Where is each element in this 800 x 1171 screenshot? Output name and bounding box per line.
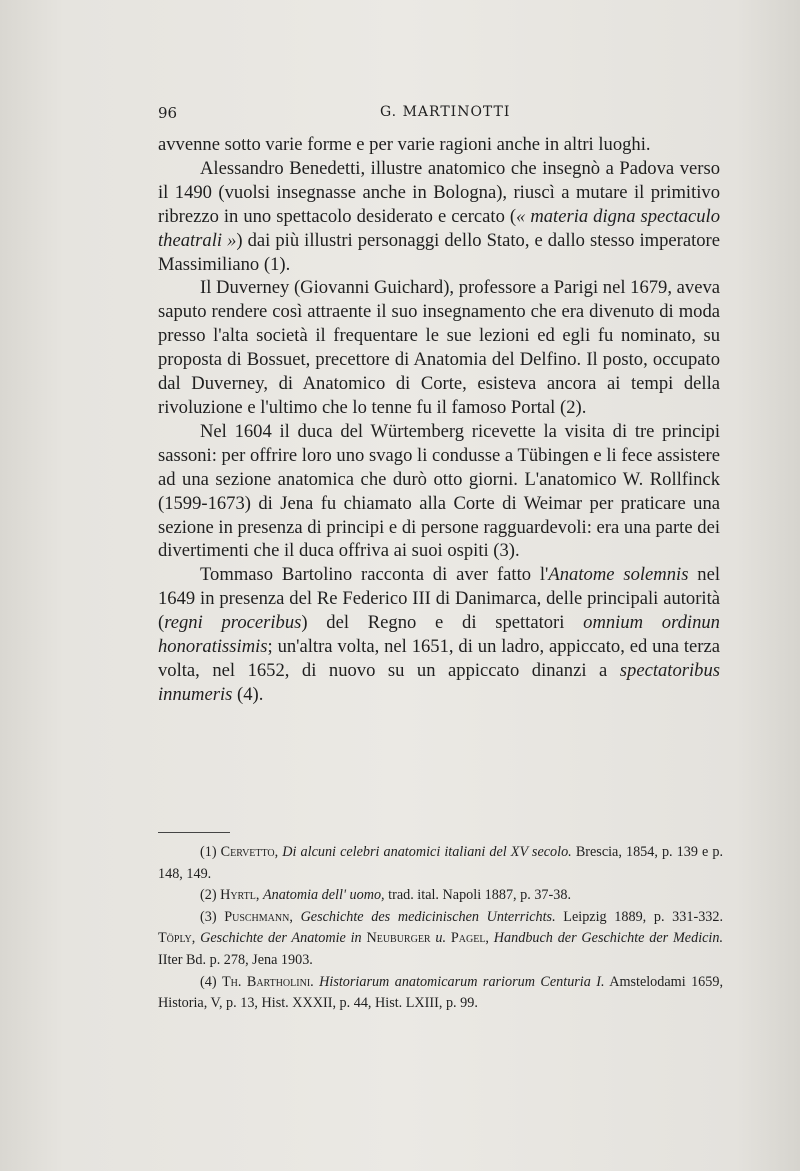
footnote-title: Handbuch der Geschichte der Medicin. bbox=[493, 930, 724, 947]
page-number: 96 bbox=[158, 104, 178, 122]
footnote-text: Brescia, 1854, p. 139 e p. 148, 149. bbox=[158, 844, 724, 882]
paragraph bbox=[158, 157, 720, 277]
footnote-author: Hyrtl, bbox=[220, 887, 260, 904]
footnote-conjunction: u. bbox=[435, 930, 447, 947]
footnote-text: trad. ital. Napoli 1887, p. 37-38. bbox=[388, 887, 571, 904]
text-run: . bbox=[581, 396, 587, 418]
text-run: Il Duverney (Giovanni Guichard), professore a Parigi nel 1679, aveva saputo rendere così attraente il suo insegnamento che era divenuto di moda presso l'alta società il frequentare le sue lezioni ed egli fu nominato, su proposta di Bossuet, precettore di Anatomia del Delfino. Il posto, occupato dal Duverney, di Anatomico di Corte, esisteva ancora ai tempi della rivoluzione e l'ultimo che lo tenne fu il famoso Portal bbox=[158, 277, 720, 418]
text-run: ; un'altra volta, nel 1651, di un ladro, appiccato, ed una terza volta, nel 1652, di nuovo su un appiccato dinanzi a bbox=[158, 636, 720, 681]
footnote-text: IIter Bd. p. 278, Jena 1903. bbox=[158, 951, 313, 968]
footnote-mark: (1) bbox=[200, 844, 217, 860]
paragraph bbox=[158, 563, 720, 706]
footnote-author: Puschmann, bbox=[224, 908, 293, 925]
body-text bbox=[158, 133, 720, 707]
footnote-author: Töply, bbox=[158, 930, 196, 947]
text-run: ) del Regno e di spettatori bbox=[301, 612, 584, 634]
footnote-title: Historiarum anatomicarum rariorum Centuria I. bbox=[319, 973, 605, 990]
footnote-title: Geschichte der Anatomie in bbox=[200, 930, 362, 947]
footnote-divider bbox=[158, 832, 230, 833]
text-run: Tommaso Bartolino racconta di aver fatto l' bbox=[200, 564, 549, 586]
text-run: . bbox=[258, 683, 264, 705]
latin-quote: « materia digna spectaculo theatrali » bbox=[158, 205, 721, 251]
footnote-title: Anatomia dell' uomo, bbox=[262, 887, 385, 904]
footnote-ref: (1) bbox=[263, 253, 286, 275]
page-header bbox=[158, 100, 720, 126]
text-run: . bbox=[285, 253, 291, 275]
text-run: nel 1649 in presenza del Re Federico III di Danimarca, delle principali autorità ( bbox=[158, 564, 721, 634]
footnote-author: Neuburger bbox=[366, 930, 431, 947]
italic-term: spectatoribus innumeris bbox=[158, 659, 720, 705]
running-head: G. MARTINOTTI bbox=[380, 104, 511, 120]
footnote-title: Di alcuni celebri anatomici italiani del XV secolo. bbox=[282, 844, 572, 860]
footnote-author: Th. Bartholini. bbox=[221, 973, 314, 990]
footnotes bbox=[158, 842, 723, 1015]
text-run: . bbox=[514, 540, 520, 562]
text-run: ) dai più illustri personaggi dello Stato, e dallo stesso imperatore Massimiliano bbox=[158, 229, 720, 275]
text-run: Nel 1604 il duca del Würtemberg ricevette la visita di tre principi sassoni: per offrire loro uno svago li condusse a Tübingen e li fece assistere ad una sezione anatomica che durò otto giorni. L'anatomico W. Rollfinck (1599-1673) di Jena fu chiamato alla Corte di Weimar per praticare una sezione in presenza di principi e di persone ragguardevoli: era una parte dei divertimenti che il duca offriva ai suoi ospiti bbox=[158, 420, 720, 562]
footnote-mark: (3) bbox=[200, 908, 217, 925]
footnote-mark: (2) bbox=[200, 887, 217, 904]
footnote-ref: (3) bbox=[493, 540, 515, 562]
footnote-text: Leipzig 1889, p. 331-332. bbox=[563, 908, 724, 925]
italic-term: omnium ordinun honoratissimis bbox=[158, 612, 720, 658]
footnote-author: Cervetto, bbox=[220, 844, 279, 860]
italic-term: regni proceribus bbox=[164, 612, 302, 634]
paragraph bbox=[158, 420, 720, 563]
footnote-author: Pagel, bbox=[450, 930, 489, 947]
footnote bbox=[158, 842, 723, 885]
footnote bbox=[158, 972, 723, 1015]
text-run: Alessandro Benedetti, illustre anatomico che insegnò a Padova verso il 1490 (vuolsi insegnasse anche in Bologna), riuscì a mutare il primitivo ribrezzo in uno spettacolo desiderato e cercato ( bbox=[158, 157, 720, 227]
footnote-title: Geschichte des medicinischen Unterrichts. bbox=[300, 908, 556, 925]
paragraph bbox=[158, 276, 720, 419]
italic-term: Anatome solemnis bbox=[548, 564, 689, 586]
footnote-mark: (4) bbox=[200, 973, 217, 990]
footnote-ref: (4) bbox=[237, 683, 259, 705]
footnote-ref: (2) bbox=[560, 396, 582, 418]
footnote-text: Amstelodami 1659, Historia, V, p. 13, Hist. XXXII, p. 44, Hist. LXIII, p. 99. bbox=[158, 973, 724, 1012]
text-run: avvenne sotto varie forme e per varie ragioni anche in altri luoghi. bbox=[158, 134, 651, 155]
paragraph bbox=[158, 133, 720, 157]
footnote bbox=[158, 907, 723, 972]
footnote bbox=[158, 885, 723, 907]
